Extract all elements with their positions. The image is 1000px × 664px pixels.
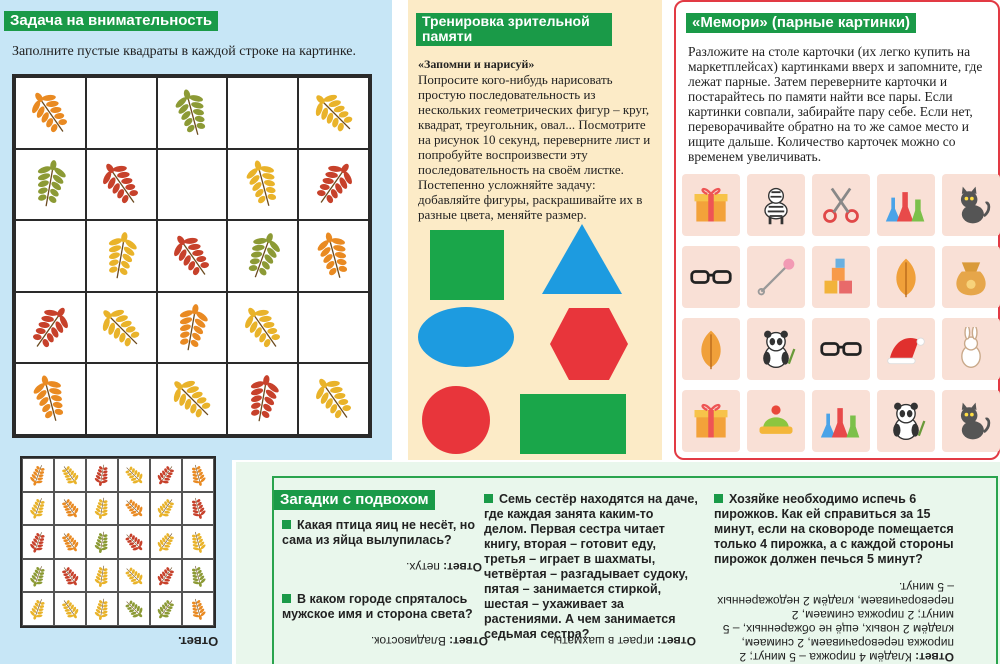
leaf-icon — [237, 158, 289, 210]
panda-icon — [884, 399, 928, 443]
answer-leaf-cell — [54, 559, 86, 593]
bunny-icon — [949, 327, 993, 371]
zebra-icon — [754, 183, 798, 227]
leaf-icon — [26, 530, 50, 554]
glasses-icon — [819, 327, 863, 371]
answer-leaf-cell — [54, 458, 86, 492]
flasks-icon — [819, 399, 863, 443]
bullet-icon — [282, 520, 291, 529]
leaf-cell — [86, 292, 157, 364]
memory-card — [812, 174, 870, 236]
leaf-icon — [308, 87, 360, 139]
leaf-icon — [122, 597, 146, 621]
memory-game-title: «Мемори» (парные картинки) — [686, 13, 916, 33]
scissors-icon — [819, 183, 863, 227]
memory-card — [747, 174, 805, 236]
leaf-cell — [15, 363, 86, 435]
answer-panel — [0, 448, 232, 664]
leaf-grid — [12, 74, 372, 438]
leaf-icon — [186, 530, 210, 554]
leaf-icon — [166, 87, 218, 139]
visual-memory-subtitle: «Запомни и нарисуй» — [418, 57, 535, 71]
gift-icon — [689, 183, 733, 227]
memory-card — [747, 390, 805, 452]
leaf-cell — [298, 363, 369, 435]
memory-card — [682, 174, 740, 236]
leaf-icon — [122, 564, 146, 588]
leaf-icon — [186, 496, 210, 520]
circle-shape — [422, 386, 490, 454]
leaf-cell — [157, 77, 228, 149]
panda-icon — [754, 327, 798, 371]
answer-leaf-cell — [54, 525, 86, 559]
memory-cards — [682, 174, 998, 452]
memory-card — [682, 246, 740, 308]
leaf-cell — [157, 220, 228, 292]
answer-leaf-cell — [86, 559, 118, 593]
riddles-panel — [236, 462, 1000, 664]
riddle-4-answer: Ответ: Кладём 4 пирожка – 5 минут; 2 пирожка переворачиваем, 2 снимаем, кладём 2 новых, ещё не обжаренных, – 5 минут; 2 пирожка снимаем, 2 переворачиваем, кладём 2 недожаренных – 5 минут. — [717, 580, 954, 664]
leaf-icon — [90, 496, 114, 520]
answer-leaf-cell — [182, 525, 214, 559]
leaf-cell — [15, 77, 86, 149]
memory-card — [877, 318, 935, 380]
memory-card — [812, 318, 870, 380]
answer-leaf-cell — [118, 592, 150, 626]
visual-memory-panel — [408, 0, 662, 460]
leaf-icon — [166, 373, 218, 425]
answer-leaf-cell — [182, 492, 214, 526]
leaf-icon — [24, 87, 76, 139]
bullet-icon — [484, 494, 493, 503]
answer-leaf-cell — [118, 525, 150, 559]
leaf-icon — [166, 302, 218, 354]
answer-leaf-cell — [150, 458, 182, 492]
leaf-icon — [154, 597, 178, 621]
memory-card — [747, 318, 805, 380]
leaf-icon — [237, 230, 289, 282]
answer-leaf-cell — [54, 492, 86, 526]
leaf-cell — [86, 149, 157, 221]
leaf-cell — [86, 220, 157, 292]
memory-card — [942, 390, 1000, 452]
leaf-cell — [15, 292, 86, 364]
attention-instruction: Заполните пустые квадраты в каждой строке на картинке. — [12, 44, 357, 59]
leaf-icon — [308, 158, 360, 210]
leaf-icon — [237, 373, 289, 425]
answer-leaf-cell — [86, 492, 118, 526]
empty-cell — [157, 149, 228, 221]
leaf-cell — [157, 363, 228, 435]
riddle-4: Хозяйке необходимо испечь 6 пирожков. Как ей справиться за 15 минут, если на сковороде помещается только 4 пирожка, а с каждой стороны пирожок должен печься 5 минут? — [714, 492, 954, 566]
leaf-icon — [186, 564, 210, 588]
leaf-cell — [227, 149, 298, 221]
answer-leaf-cell — [54, 592, 86, 626]
leaf-icon — [186, 463, 210, 487]
leaf-icon — [122, 463, 146, 487]
leaf-icon — [58, 463, 82, 487]
leaf-icon — [90, 597, 114, 621]
answer-leaf-cell — [150, 559, 182, 593]
leaf-icon — [95, 230, 147, 282]
leaf-icon — [95, 158, 147, 210]
riddle-1-answer: Ответ: петух. — [406, 560, 482, 574]
empty-cell — [86, 77, 157, 149]
leaf-icon — [884, 255, 928, 299]
answer-leaf-cell — [150, 525, 182, 559]
flasks-icon — [884, 183, 928, 227]
memory-card — [812, 246, 870, 308]
leaf-icon — [154, 564, 178, 588]
blocks-icon — [819, 255, 863, 299]
leaf-cell — [227, 220, 298, 292]
empty-cell — [86, 363, 157, 435]
leaf-icon — [308, 230, 360, 282]
answer-leaf-cell — [22, 458, 54, 492]
memory-game-panel — [674, 0, 1000, 460]
riddle-1: Какая птица яиц не несёт, но сама из яйца вылупилась? — [282, 518, 475, 547]
cat-icon — [949, 183, 993, 227]
leaf-icon — [166, 230, 218, 282]
answer-leaf-cell — [182, 559, 214, 593]
leaf-icon — [58, 530, 82, 554]
leaf-icon — [26, 597, 50, 621]
rectangle-shape — [520, 394, 626, 454]
riddle-2: В каком городе спряталось мужское имя и сторона света? — [282, 592, 473, 621]
leaf-icon — [58, 564, 82, 588]
leaf-cell — [15, 149, 86, 221]
leaf-icon — [154, 463, 178, 487]
leaf-icon — [58, 496, 82, 520]
hat-icon — [754, 399, 798, 443]
leaf-cell — [298, 149, 369, 221]
visual-memory-title: Тренировка зрительной памяти — [416, 13, 612, 46]
answer-leaf-cell — [22, 492, 54, 526]
leaf-icon — [90, 530, 114, 554]
leaf-cell — [298, 77, 369, 149]
bullet-icon — [282, 594, 291, 603]
cat-icon — [949, 399, 993, 443]
attention-title: Задача на внимательность — [4, 11, 218, 31]
answer-grid — [20, 456, 216, 628]
gift-icon — [689, 399, 733, 443]
memory-card — [942, 174, 1000, 236]
leaf-icon — [24, 158, 76, 210]
leaf-icon — [26, 463, 50, 487]
memory-card — [942, 246, 1000, 308]
triangle-shape — [542, 224, 622, 294]
answer-leaf-cell — [182, 592, 214, 626]
santa-hat-icon — [884, 327, 928, 371]
attention-panel — [0, 0, 392, 460]
leaf-icon — [308, 373, 360, 425]
leaf-cell — [227, 363, 298, 435]
memory-card — [942, 318, 1000, 380]
answer-leaf-cell — [22, 592, 54, 626]
answer-leaf-cell — [86, 525, 118, 559]
answer-leaf-cell — [118, 458, 150, 492]
memory-card — [812, 390, 870, 452]
oval-shape — [418, 307, 514, 367]
visual-memory-body: Попросите кого-нибудь нарисовать простую последовательность из нескольких геометрических фигур – круг, квадрат, треугольник, овал... Посмотрите на рисунок 10 секунд, переверните лист и попробуйте воспроизвести эту последовательность на своём листке. Постепенно усложняйте задачу: добавляйте фигуры, раскрашивайте их в разные цвета, меняйте размер. — [418, 72, 651, 222]
riddle-3-answer: Ответ: играет в шахматы. — [550, 634, 696, 648]
leaf-cell — [227, 292, 298, 364]
leaf-icon — [237, 302, 289, 354]
memory-game-body: Разложите на столе карточки (их легко купить на маркетплейсах) картинками вверх и запомните, где лежат парные. Затем переверните карточки и постарайтесь по памяти найти все пары. Если картинки совпали, забирайте пару себе. Если нет, переворачивайте обратно на то же самое место и ищите дальше. Количество карточек можно со временем увеличивать. — [688, 44, 983, 164]
empty-cell — [15, 220, 86, 292]
memory-card — [747, 246, 805, 308]
answer-leaf-cell — [22, 525, 54, 559]
answer-leaf-cell — [118, 492, 150, 526]
sack-icon — [949, 255, 993, 299]
leaf-icon — [689, 327, 733, 371]
riddle-2-answer: Ответ: Владивосток. — [370, 634, 488, 648]
leaf-cell — [157, 292, 228, 364]
shapes-figure — [408, 220, 662, 460]
answer-label: Ответ. — [178, 634, 219, 649]
square-shape — [430, 230, 504, 300]
memory-card — [877, 246, 935, 308]
leaf-cell — [298, 220, 369, 292]
answer-leaf-cell — [22, 559, 54, 593]
answer-leaf-cell — [150, 592, 182, 626]
leaf-icon — [154, 496, 178, 520]
leaf-icon — [186, 597, 210, 621]
riddles-title: Загадки с подвохом — [274, 490, 435, 510]
empty-cell — [298, 292, 369, 364]
leaf-icon — [24, 373, 76, 425]
hexagon-shape — [550, 308, 628, 380]
leaf-icon — [90, 463, 114, 487]
memory-card — [877, 390, 935, 452]
memory-card — [877, 174, 935, 236]
leaf-icon — [122, 496, 146, 520]
leaf-icon — [122, 530, 146, 554]
answer-leaf-cell — [118, 559, 150, 593]
leaf-icon — [95, 302, 147, 354]
leaf-icon — [90, 564, 114, 588]
leaf-icon — [26, 496, 50, 520]
answer-leaf-cell — [86, 592, 118, 626]
answer-leaf-cell — [150, 492, 182, 526]
leaf-icon — [26, 564, 50, 588]
leaf-icon — [154, 530, 178, 554]
answer-leaf-cell — [182, 458, 214, 492]
pin-icon — [754, 255, 798, 299]
glasses-icon — [689, 255, 733, 299]
riddle-3: Семь сестёр находятся на даче, где каждая занята каким-то делом. Первая сестра читает книгу, вторая – готовит еду, третья – играет в шахматы, четвёртая – разгадывает судоку, пятая – занимается стиркой, шестая – ухаживает за растениями. А чем занимается седьмая сестра? — [484, 492, 698, 641]
empty-cell — [227, 77, 298, 149]
answer-leaf-cell — [86, 458, 118, 492]
bullet-icon — [714, 494, 723, 503]
leaf-icon — [24, 302, 76, 354]
memory-card — [682, 318, 740, 380]
memory-card — [682, 390, 740, 452]
leaf-icon — [58, 597, 82, 621]
